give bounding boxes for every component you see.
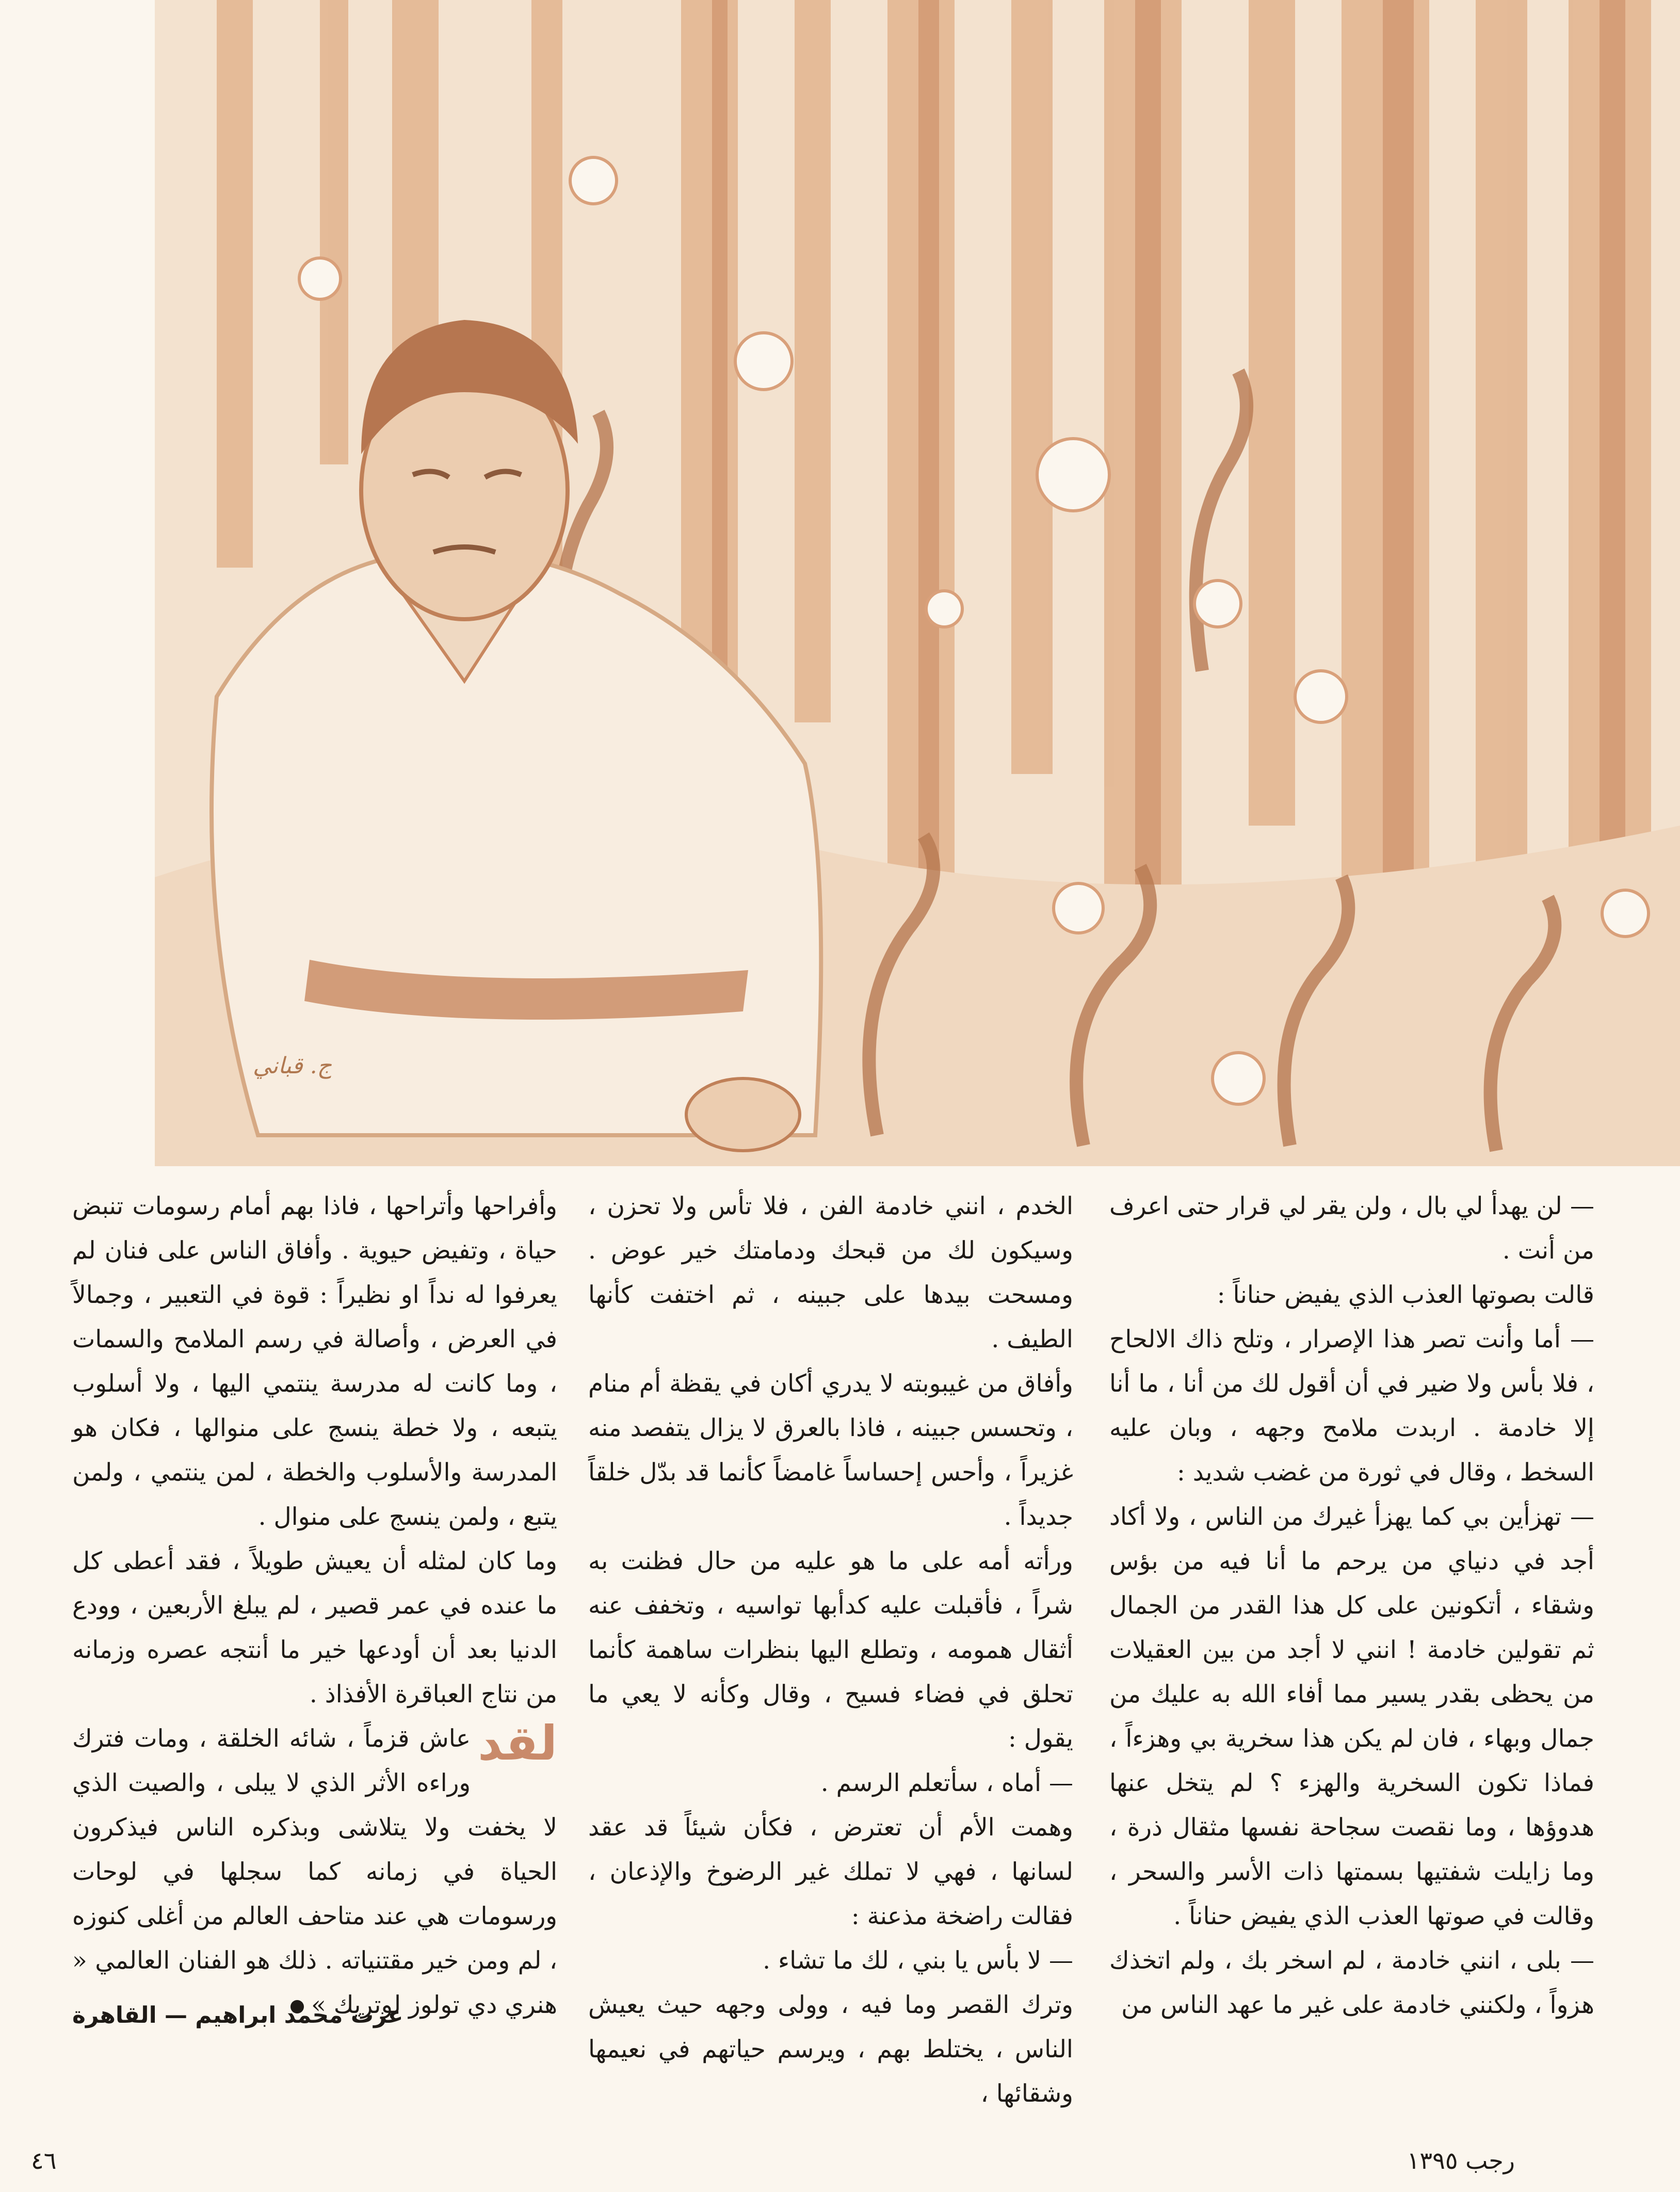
paragraph: ورأته أمه على ما هو عليه من حال فظنت به شراً ، فأقبلت عليه كدأبها تواسيه ، وتخفف عنه أثقال همومه ، وتطلع اليها بنظرات ساهمة كأنما تحلق في فضاء فسيح ، وقال وكأنه لا يعي ما يقول : xyxy=(588,1547,1073,1753)
paragraph: — تهزأين بي كما يهزأ غيرك من الناس ، ولا أكاد أجد في دنياي من يرحم ما أنا فيه من بؤس وشقاء ، أتكونين على كل هذا القدر من الجمال ثم تقولين خادمة ! انني لا أجد من بين العقيلات من يحظى بقدر يسير مما أفاء الله به عليك من جمال وبهاء ، فان لم يكن هذا سخرية بي وهزءاً ، فماذا تكون السخرية والهزء ؟ لم يتخل عنها هدوؤها ، وما نقصت سجاحة نفسها مثقال ذرة ، وما زايلت شفتيها بسمتها ذات الأسر والسحر ، وقالت في صوتها العذب الذي يفيض حناناً . xyxy=(1109,1503,1594,1930)
artist-signature: ج. قباني xyxy=(253,1053,332,1079)
paragraph: قالت بصوتها العذب الذي يفيض حناناً : xyxy=(1217,1281,1594,1309)
paragraph-with-initial xyxy=(72,1717,557,2027)
author-byline: عزت محمد ابراهيم — القاهرة xyxy=(72,2002,403,2028)
paragraph-text: عاش قزماً ، شائه الخلقة ، ومات فترك وراءه الأثر الذي لا يبلى ، والصيت الذي لا يخفت ولا يتلاشى وبذكره الناس فيذكرون الحياة في زمانه كما سجلها في لوحات ورسومات هي عند متاحف العالم من أغلى كنوزه ، لم ومن خير مقتنياته . ذلك هو الفنان العالمي « هنري دي تولوز لوتريك » xyxy=(72,1724,557,2019)
column-right xyxy=(1109,1184,1594,2019)
paragraph: — أما وأنت تصر هذا الإصرار ، وتلح ذاك الالحاح ، فلا بأس ولا ضير في أن أقول لك من أنا ، ما أنا إلا خادمة . اربدت ملامح وجهه ، وبان عليه السخط ، وقال في ثورة من غضب شديد : xyxy=(1109,1325,1594,1487)
paragraph: — لن يهدأ لي بال ، ولن يقر لي قرار حتى اعرف من أنت . xyxy=(1109,1192,1594,1265)
paragraph: — بلى ، انني خادمة ، لم اسخر بك ، ولم اتخذك هزواً ، ولكنني خادمة على غير ما عهد الناس من xyxy=(1109,1946,1594,2019)
column-middle xyxy=(588,1184,1073,2108)
paragraph: — أماه ، سأتعلم الرسم . xyxy=(820,1769,1073,1797)
paragraph: الخدم ، انني خادمة الفن ، فلا تأس ولا تحزن ، وسيكون لك من قبحك ودمامتك خير عوض . ومسحت بيدها على جبينه ، ثم اختفت كأنها الطيف . xyxy=(588,1192,1073,1353)
paragraph: وأفاق من غيبوبته لا يدري أكان في يقظة أم منام ، وتحسس جبينه ، فاذا بالعرق لا يزال يتفصد منه غزيراً ، وأحس إحساساً غامضاً كأنما قد بدّل خلقاً جديداً . xyxy=(588,1369,1073,1531)
issue-date: رجب ١٣٩٥ xyxy=(1407,2147,1515,2174)
paragraph: وما كان لمثله أن يعيش طويلاً ، فقد أعطى كل ما عنده في عمر قصير ، لم يبلغ الأربعين ، وودع الدنيا بعد أن أودعها خير ما أنتجه عصره وزمانه من نتاج العباقرة الأفذاذ . xyxy=(72,1547,557,1709)
paragraph: — لا بأس يا بني ، لك ما تشاء . xyxy=(763,1946,1073,1975)
paragraph: وترك القصر وما فيه ، وولى وجهه حيث يعيش الناس ، يختلط بهم ، ويرسم حياتهم في نعيمها وشقائها ، xyxy=(588,1991,1073,2108)
page-number: ٤٦ xyxy=(31,2147,57,2174)
drop-initial: لقد xyxy=(478,1716,557,1771)
paragraph: وأفراحها وأتراحها ، فاذا بهم أمام رسومات تنبض حياة ، وتفيض حيوية . وأفاق الناس على فنان لم يعرفوا له نداً او نظيراً : قوة في التعبير ، وجمالاً في العرض ، وأصالة في رسم الملامح والسمات ، وما كانت له مدرسة ينتمي اليها ، ولا أسلوب يتبعه ، ولا خطة ينسج على منوالها ، فكان هو المدرسة والأسلوب والخطة ، لمن ينتمي ، ولمن يتبع ، ولمن ينسج على منوال . xyxy=(72,1192,557,1531)
paragraph: وهمت الأم أن تعترض ، فكأن شيئاً قد عقد لسانها ، فهي لا تملك غير الرضوخ والإذعان ، فقالت راضخة مذعنة : xyxy=(588,1813,1073,1930)
